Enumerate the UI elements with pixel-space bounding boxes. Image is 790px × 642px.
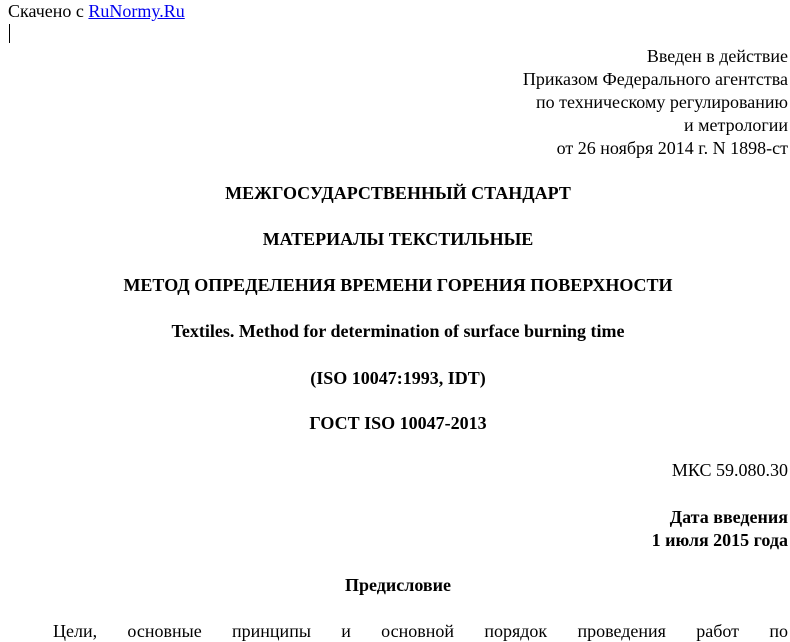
source-prefix: Скачено с [8,1,84,21]
iso-reference: (ISO 10047:1993, IDT) [310,368,486,388]
title-en-heading: Textiles. Method for determination of surface burning time [171,321,625,341]
enactment-line: и метрологии [684,115,788,135]
source-link[interactable]: RuNormy.Ru [88,1,185,21]
preface-first-line: Цели, основные принципы и основной порядок проведения работ по [53,621,788,641]
enactment-line: Введен в действие [646,46,788,66]
enactment-line: от 26 ноября 2014 г. N 1898-ст [556,138,788,158]
enactment-line: Приказом Федерального агентства [522,69,788,89]
standard-type-heading: МЕЖГОСУДАРСТВЕННЫЙ СТАНДАРТ [225,183,571,203]
text-cursor [9,24,10,43]
mks-code: МКС 59.080.30 [671,460,788,480]
gost-number: ГОСТ ISO 10047-2013 [309,413,487,433]
enactment-block [523,45,788,160]
preface-heading: Предисловие [345,575,451,595]
title-ru-heading: МЕТОД ОПРЕДЕЛЕНИЯ ВРЕМЕНИ ГОРЕНИЯ ПОВЕРХНОСТИ [123,275,673,295]
subject-heading: МАТЕРИАЛЫ ТЕКСТИЛЬНЫЕ [262,229,534,249]
introduction-date-label: Дата введения [669,507,788,527]
introduction-date-value: 1 июля 2015 года [651,530,788,550]
source-line [8,1,185,22]
enactment-line: по техническому регулированию [535,92,788,112]
